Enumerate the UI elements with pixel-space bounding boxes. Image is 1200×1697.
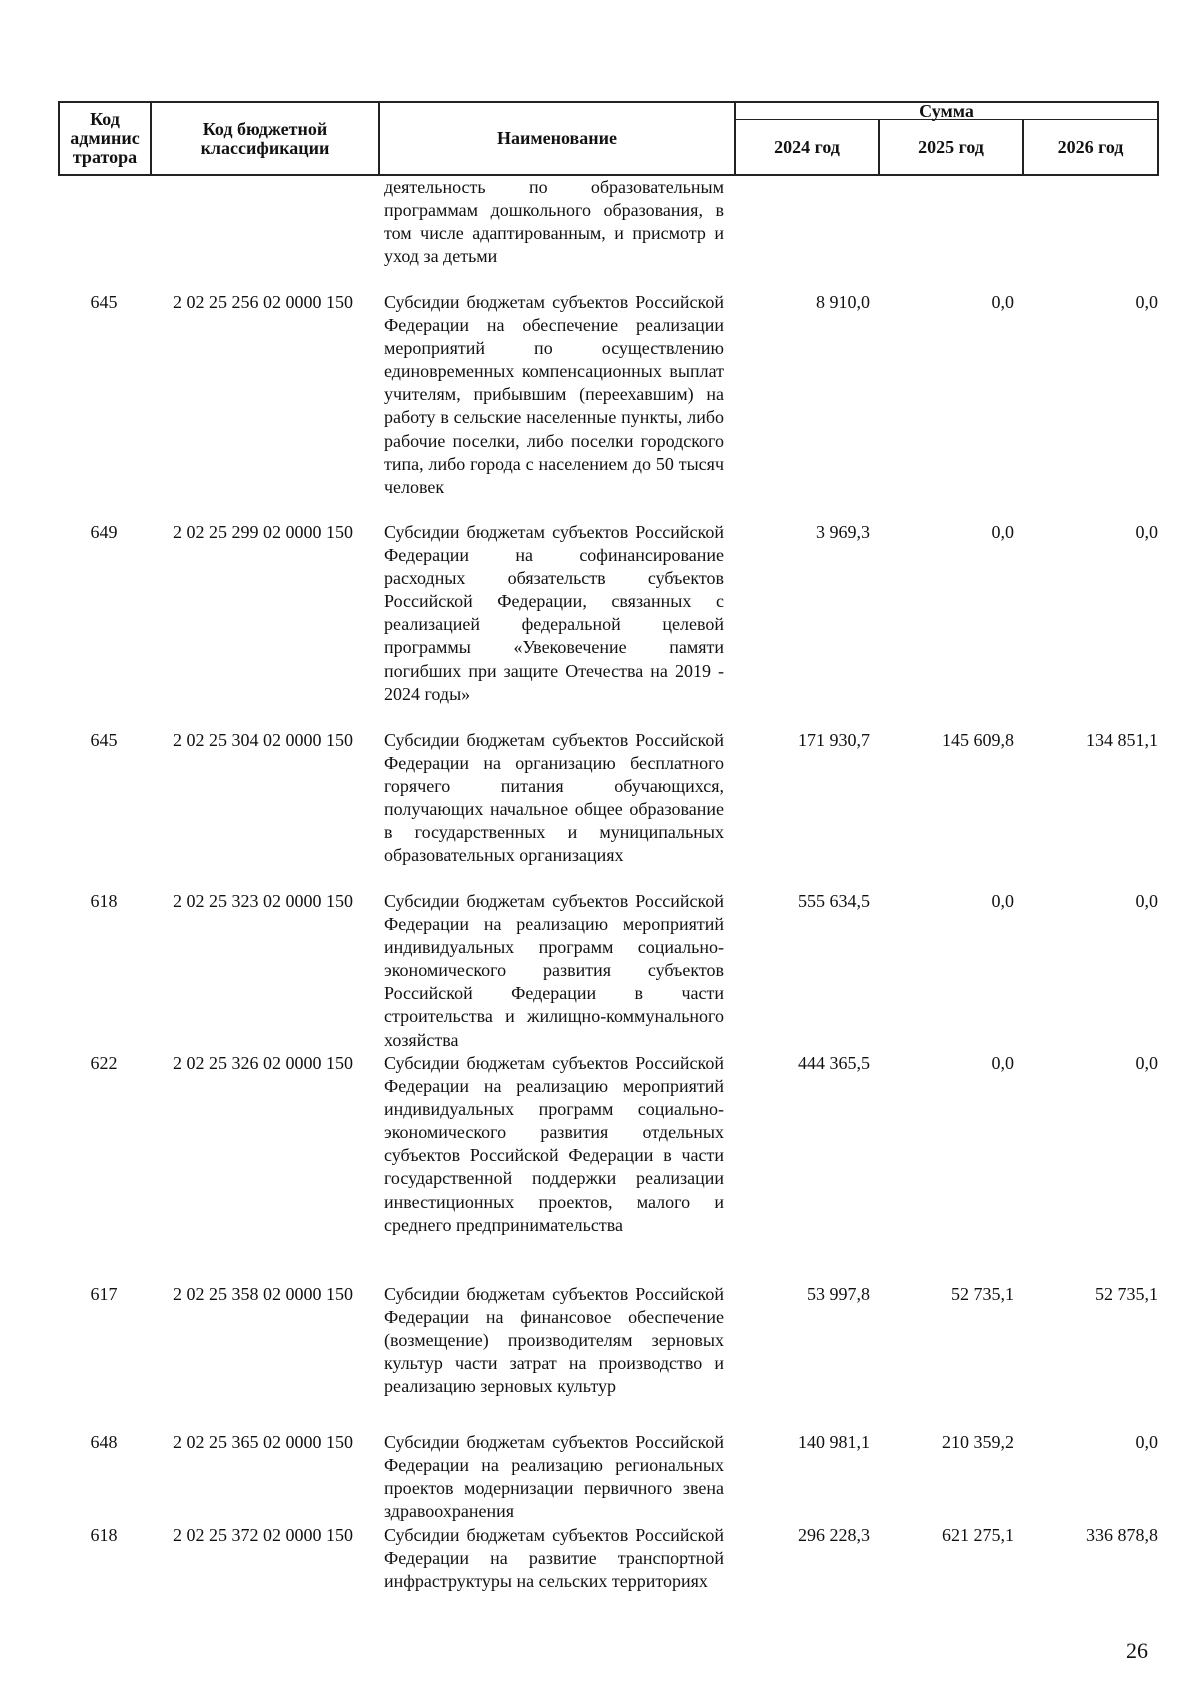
row-admin-code: 617 xyxy=(90,1284,118,1304)
row-budget-code: 2 02 25 323 02 0000 150 xyxy=(173,891,353,911)
row-name: Субсидии бюджетам субъектов Российской Федерации на реализацию мероприятий индивидуальных программ социально-экономического развития отдельных субъектов Российской Федерации в части государственной поддержки реализации инвестиционных проектов, малого и среднего предпринимательства xyxy=(384,1053,724,1235)
row-value-2025: 0,0 xyxy=(991,522,1014,542)
table-header xyxy=(58,101,1159,176)
row-value-2026: 0,0 xyxy=(1135,292,1158,312)
header-admin-code: Код админис тратора xyxy=(70,109,140,167)
row-admin-code: 618 xyxy=(90,891,118,911)
header-name: Наименование xyxy=(497,128,617,148)
row-value-2024: 296 228,3 xyxy=(798,1525,870,1545)
row-name: Субсидии бюджетам субъектов Российской Федерации на реализацию мероприятий индивидуальных программ социально-экономического развития субъектов Российской Федерации в части строительства и жилищно-коммунального хозяйства xyxy=(384,891,724,1050)
row-name: Субсидии бюджетам субъектов Российской Федерации на обеспечение реализации мероприятий по осуществлению единовременных компенсационных выплат учителям, прибывшим (переехавшим) на работу в сельские населенные пункты, либо рабочие поселки, либо поселки городского типа, либо города с населением до 50 тысяч человек xyxy=(384,292,724,497)
row-name: Субсидии бюджетам субъектов Российской Федерации на развитие транспортной инфраструктуры на сельских территориях xyxy=(384,1525,724,1592)
row-budget-code: 2 02 25 358 02 0000 150 xyxy=(173,1284,353,1304)
row-budget-code: 2 02 25 256 02 0000 150 xyxy=(173,292,353,312)
row-admin-code: 645 xyxy=(90,730,118,750)
row-budget-code: 2 02 25 304 02 0000 150 xyxy=(173,730,353,750)
row-name: Субсидии бюджетам субъектов Российской Федерации на организацию бесплатного горячего питания обучающихся, получающих начальное общее образование в государственных и муниципальных образовательных организациях xyxy=(384,730,724,866)
row-value-2026: 0,0 xyxy=(1135,891,1158,911)
row-budget-code: 2 02 25 299 02 0000 150 xyxy=(173,522,353,542)
row-admin-code: 649 xyxy=(90,522,118,542)
header-year-2026: 2026 год xyxy=(1057,137,1124,157)
row-value-2024: 444 365,5 xyxy=(798,1053,870,1073)
row-budget-code: 2 02 25 326 02 0000 150 xyxy=(173,1053,353,1073)
row-value-2024: 555 634,5 xyxy=(798,891,870,911)
row-admin-code: 622 xyxy=(90,1053,118,1073)
row-value-2024: 140 981,1 xyxy=(798,1432,870,1452)
row-admin-code: 618 xyxy=(90,1525,118,1545)
row-value-2025: 0,0 xyxy=(991,292,1014,312)
row-admin-code: 645 xyxy=(90,292,118,312)
row-value-2024: 53 997,8 xyxy=(807,1284,870,1304)
row-value-2025: 0,0 xyxy=(991,1053,1014,1073)
row-value-2025: 210 359,2 xyxy=(942,1432,1014,1452)
row-value-2026: 0,0 xyxy=(1135,522,1158,542)
row-value-2025: 145 609,8 xyxy=(942,730,1014,750)
row-value-2026: 134 851,1 xyxy=(1086,730,1158,750)
row-budget-code: 2 02 25 372 02 0000 150 xyxy=(173,1525,353,1545)
row-value-2025: 52 735,1 xyxy=(951,1284,1014,1304)
row-name: Субсидии бюджетам субъектов Российской Федерации на реализацию региональных проектов модернизации первичного звена здравоохранения xyxy=(384,1432,724,1522)
row-name: деятельность по образовательным программам дошкольного образования, в том числе адаптированным, и присмотр и уход за детьми xyxy=(384,177,724,267)
row-admin-code: 648 xyxy=(90,1432,118,1452)
header-budget-code: Код бюджетной классификации xyxy=(200,118,330,158)
row-value-2024: 8 910,0 xyxy=(816,292,870,312)
row-value-2026: 0,0 xyxy=(1135,1432,1158,1452)
header-year-2024: 2024 год xyxy=(774,137,840,157)
row-value-2025: 0,0 xyxy=(991,891,1014,911)
row-value-2026: 52 735,1 xyxy=(1095,1284,1158,1304)
header-year-2025: 2025 год xyxy=(918,137,984,157)
row-value-2026: 336 878,8 xyxy=(1086,1525,1158,1545)
page-number: 26 xyxy=(1126,1638,1148,1663)
row-name: Субсидии бюджетам субъектов Российской Федерации на финансовое обеспечение (возмещение) производителям зерновых культур части затрат на производство и реализацию зерновых культур xyxy=(384,1284,724,1397)
row-value-2026: 0,0 xyxy=(1135,1053,1158,1073)
header-sum: Сумма xyxy=(919,100,974,121)
row-budget-code: 2 02 25 365 02 0000 150 xyxy=(173,1432,353,1452)
row-name: Субсидии бюджетам субъектов Российской Федерации на софинансирование расходных обязательств субъектов Российской Федерации, связанных с реализацией федеральной целевой программы «Увековечение памяти погибших при защите Отечества на 2019 - 2024 годы» xyxy=(384,522,724,704)
row-value-2025: 621 275,1 xyxy=(942,1525,1014,1545)
row-value-2024: 3 969,3 xyxy=(816,522,870,542)
row-value-2024: 171 930,7 xyxy=(798,730,870,750)
